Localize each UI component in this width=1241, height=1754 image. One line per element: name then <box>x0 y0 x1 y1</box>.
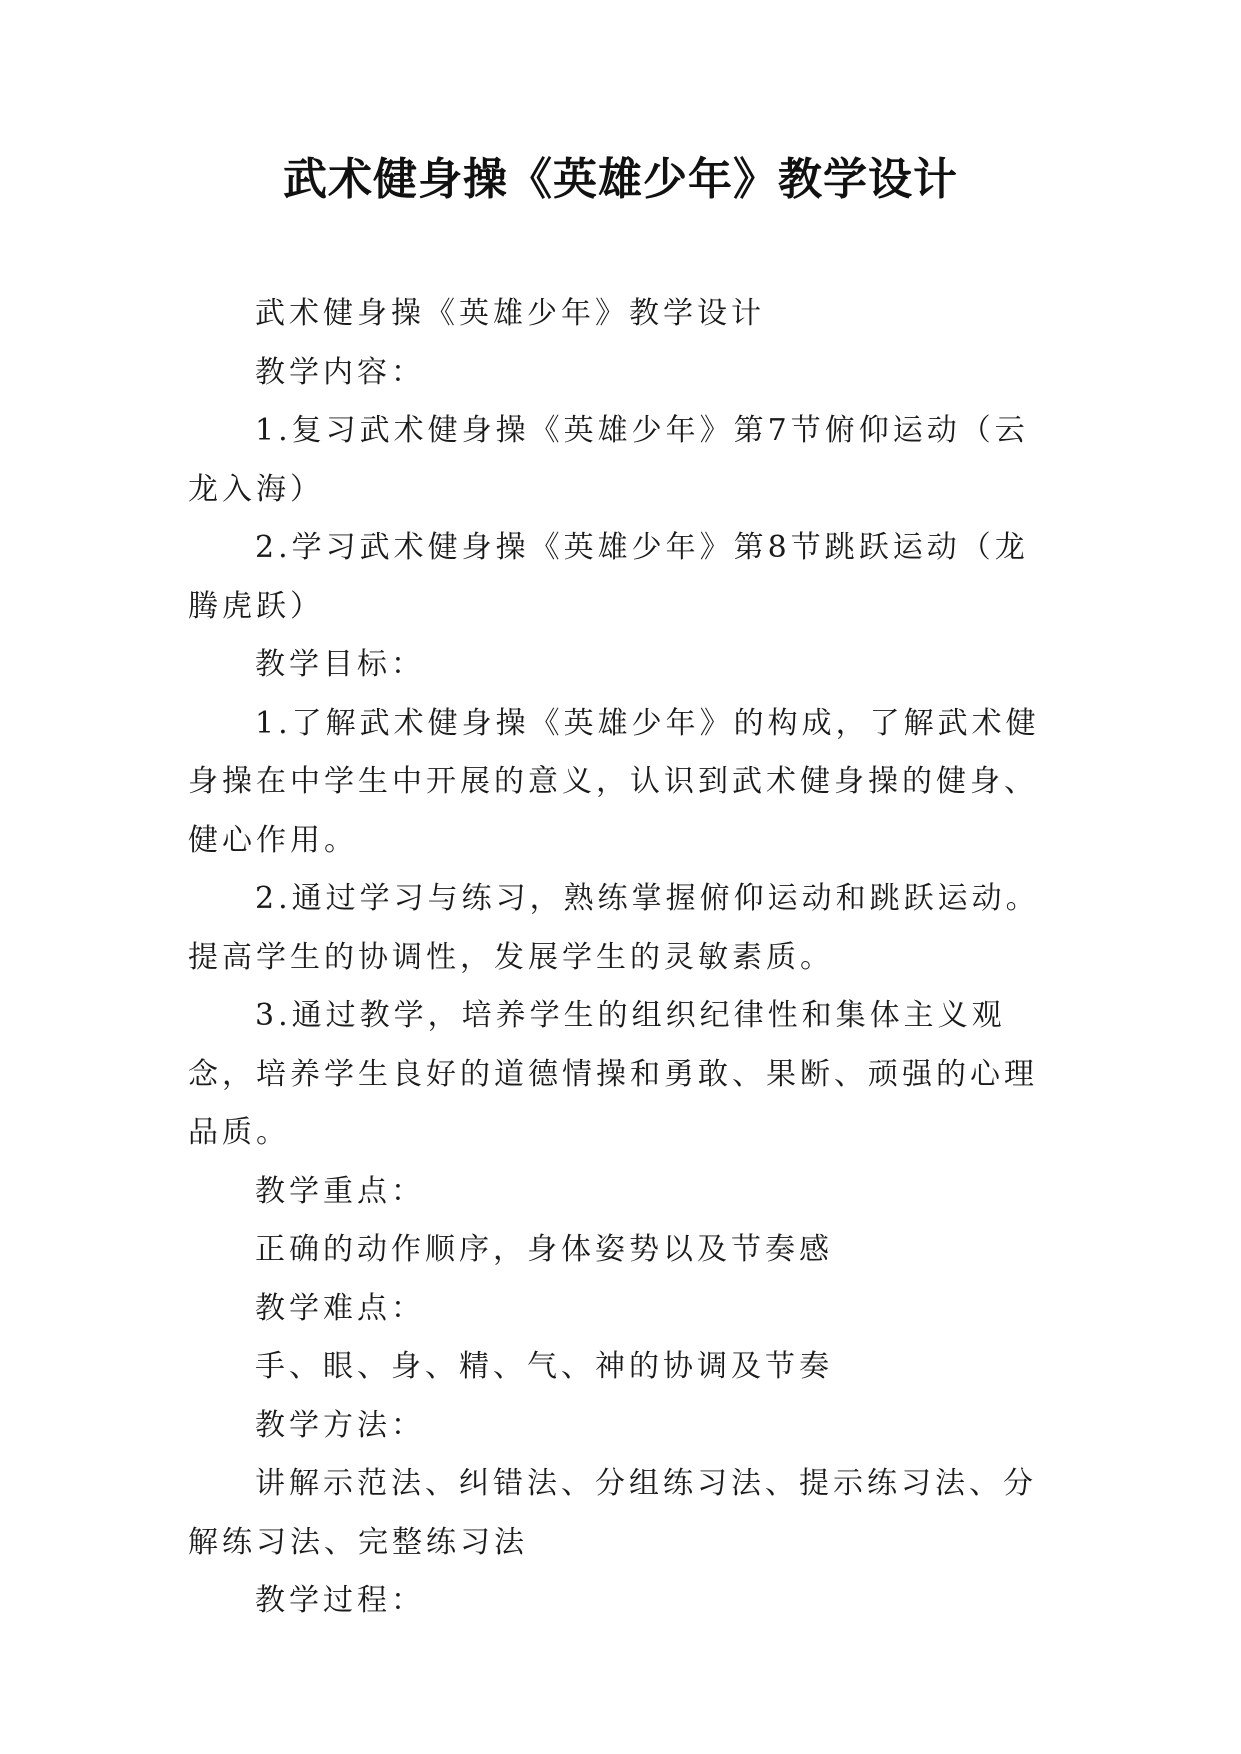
heading-difficulties: 教学难点： <box>255 1290 425 1326</box>
paragraph-objective-3: 3.通过教学，培养学生的组织纪律性和集体主义观念，培养学生良好的道德情操和勇敢、果断、顽强的心理品质。 <box>188 998 1038 1150</box>
paragraph-key-points: 正确的动作顺序，身体姿势以及节奏感 <box>255 1232 833 1267</box>
document-body <box>188 285 1058 1631</box>
paragraph-objective-1: 1.了解武术健身操《英雄少年》的构成，了解武术健身操在中学生中开展的意义，认识到武术健身操的健身、健心作用。 <box>188 705 1040 858</box>
paragraph-objective-2: 2.通过学习与练习，熟练掌握俯仰运动和跳跃运动。提高学生的协调性，发展学生的灵敏素质。 <box>188 881 1040 975</box>
paragraph-difficulties: 手、眼、身、精、气、神的协调及节奏 <box>255 1349 833 1384</box>
heading-teaching-methods: 教学方法： <box>255 1407 425 1443</box>
paragraph-content-item-1: 1.复习武术健身操《英雄少年》第7节俯仰运动（云龙入海） <box>188 413 1029 507</box>
paragraph-content-item-2: 2.学习武术健身操《英雄少年》第8节跳跃运动（龙腾虎跃） <box>188 530 1029 624</box>
paragraph-repeated-title: 武术健身操《英雄少年》教学设计 <box>255 296 765 331</box>
paragraph-teaching-methods: 讲解示范法、纠错法、分组练习法、提示练习法、分解练习法、完整练习法 <box>188 1466 1037 1560</box>
document-title: 武术健身操《英雄少年》教学设计 <box>283 154 958 205</box>
heading-teaching-content: 教学内容： <box>255 354 425 390</box>
heading-teaching-process: 教学过程： <box>255 1583 425 1618</box>
heading-key-points: 教学重点： <box>255 1173 425 1209</box>
heading-teaching-objectives: 教学目标： <box>255 647 425 682</box>
